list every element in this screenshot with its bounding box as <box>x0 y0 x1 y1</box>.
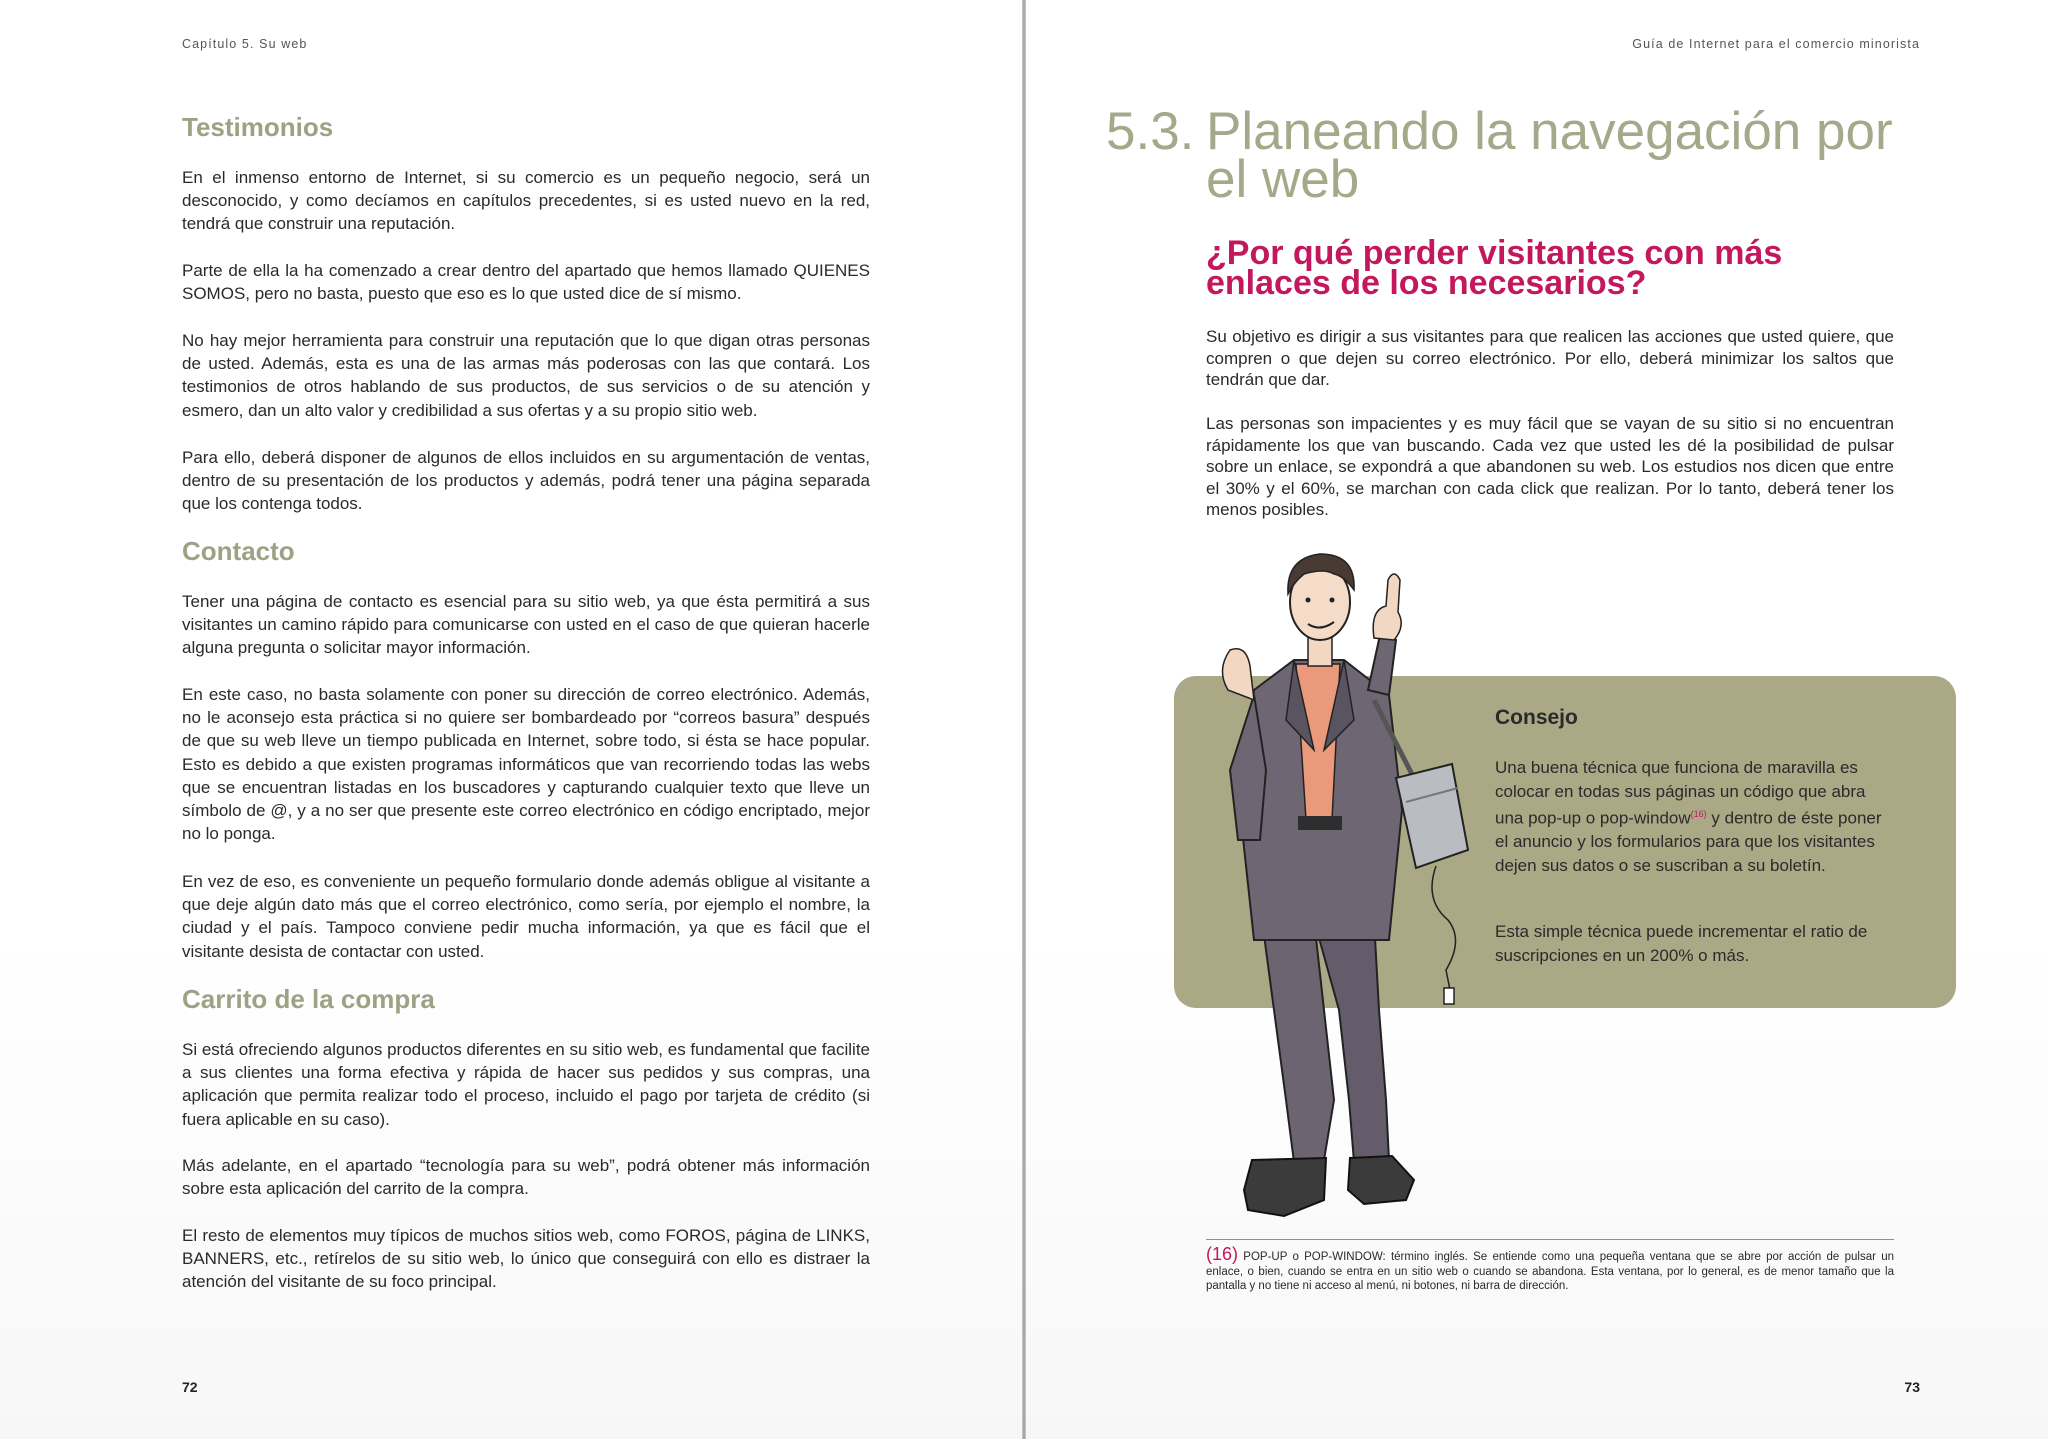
tip-text <box>1495 756 1895 877</box>
tip-title: Consejo <box>1495 706 1578 729</box>
paragraph: Más adelante, en el apartado “tecnología para su web”, podrá obtener más información sobre esta aplicación del carrito de la compra. <box>182 1156 870 1199</box>
paragraph: Las personas son impacientes y es muy fácil que se vayan de su sitio si no encuentran rápidamente los que van buscando. Cada vez que usted les dé la posibilidad de pulsar sobre un enlace, se expondrá a que abandonen su web. Los estudios nos dicen que entre el 30% y el 60%, se marchan con cada click que realizan. Por lo tanto, deberá tener los menos posibles. <box>1206 414 1894 519</box>
footnote-rule <box>1206 1239 1894 1240</box>
right-page <box>1026 0 2048 1439</box>
paragraph: En el inmenso entorno de Internet, si su comercio es un pequeño negocio, será un desconocido, y como decíamos en capítulos precedentes, si es usted nuevo en la red, tendrá que construir una reputación. <box>182 168 870 234</box>
tip-text: Esta simple técnica puede incrementar el ratio de suscripciones en un 200% o más. <box>1495 922 1868 965</box>
footnote <box>1206 1244 1894 1294</box>
running-head-right: Guía de Internet para el comercio minorista <box>1632 37 1920 51</box>
page-number-right: 73 <box>1904 1379 1920 1395</box>
footnote-number: (16) <box>1206 1244 1239 1264</box>
sub-heading: ¿Por qué perder visitantes con más enlaces de los necesarios? <box>1206 234 1783 302</box>
chapter-title: Planeando la navegación por el web <box>1206 102 1893 209</box>
footnote-reference: (16) <box>1690 809 1707 819</box>
paragraph: No hay mejor herramienta para construir una reputación que lo que digan otras personas de usted. Además, esta es una de las armas más poderosas con las que contará. Los testimonios de otros hablando de sus productos, de sus servicios o de su atención y esmero, dan un alto valor y credibilidad a sus ofertas y a su propio sitio web. <box>182 331 870 420</box>
chapter-number: 5.3. <box>1106 102 1195 161</box>
paragraph: Parte de ella la ha comenzado a crear dentro del apartado que hemos llamado QUIENES SOMOS, pero no basta, puesto que eso es lo que usted dice de sí mismo. <box>182 261 870 304</box>
paragraph: En este caso, no basta solamente con poner su dirección de correo electrónico. Además, no le aconsejo esta práctica si no quiere ser bombardeado por “correos basura” después de que su web lleve un tiempo publicada en Internet, sobre todo, si ésta se hace popular. Esto es debido a que existen programas informáticos que van recorriendo todas las webs que se encuentran listadas en los buscadores y capturando cualquier texto que lleve un símbolo de @, y a no ser que presente este correo electrónico en código encriptado, mejor no lo ponga. <box>182 685 870 844</box>
businessman-illustration <box>1174 540 1494 1240</box>
section-heading-testimonios: Testimonios <box>182 112 334 142</box>
running-head-left: Capítulo 5. Su web <box>182 37 308 51</box>
paragraph: El resto de elementos muy típicos de muchos sitios web, como FOROS, página de LINKS, BANNERS, etc., retírelos de su sitio web, lo único que conseguirá con ello es distraer la atención del visitante de su foco principal. <box>182 1226 870 1292</box>
left-page <box>0 0 1022 1439</box>
section-heading-carrito: Carrito de la compra <box>182 984 435 1014</box>
paragraph: Si está ofreciendo algunos productos diferentes en su sitio web, es fundamental que facilite a sus clientes una forma efectiva y rápida de hacer sus pedidos y sus compras, una aplicación que permita realizar todo el proceso, incluido el pago por tarjeta de crédito (si fuera aplicable en su caso). <box>182 1040 870 1129</box>
tip-text-part: y dentro de éste poner el anuncio y los formularios para que los visitantes dejen sus datos o se suscriban a su boletín. <box>1495 808 1882 875</box>
paragraph: Para ello, deberá disponer de algunos de ellos incluidos en su argumentación de ventas, dentro de su presentación de los productos y además, podrá tener una página separada que los contenga todos. <box>182 448 870 514</box>
paragraph: En vez de eso, es conveniente un pequeño formulario donde además obligue al visitante a que deje algún dato más que el correo electrónico, como sería, por ejemplo el nombre, la ciudad y el país. Tampoco conviene pedir mucha información, ya que es fácil que el visitante desista de contactar con usted. <box>182 872 870 961</box>
paragraph: Su objetivo es dirigir a sus visitantes para que realicen las acciones que usted quiere, que compren o que dejen su correo electrónico. Por ello, deberá minimizar los saltos que tendrán que dar. <box>1206 327 1894 389</box>
paragraph: Tener una página de contacto es esencial para su sitio web, ya que ésta permitirá a sus visitantes un camino rápido para comunicarse con usted en el caso de que quieran hacerle alguna pregunta o solicitar mayor información. <box>182 592 870 658</box>
page-number-left: 72 <box>182 1379 198 1395</box>
tip-text-part: Una buena técnica que funciona de maravilla es colocar en todas sus páginas un código que abra una pop-up o pop-window <box>1495 758 1866 828</box>
section-heading-contacto: Contacto <box>182 536 295 566</box>
footnote-text: POP-UP o POP-WINDOW: término inglés. Se entiende como una pequeña ventana que se abre por acción de pulsar un enlace, o bien, cuando se entra en un sitio web o cuando se abandona. Esta ventana, por lo general, es de menor tamaño que la pantalla y no tiene ni acceso al menú, ni botones, ni barra de dirección. <box>1206 1251 1894 1292</box>
